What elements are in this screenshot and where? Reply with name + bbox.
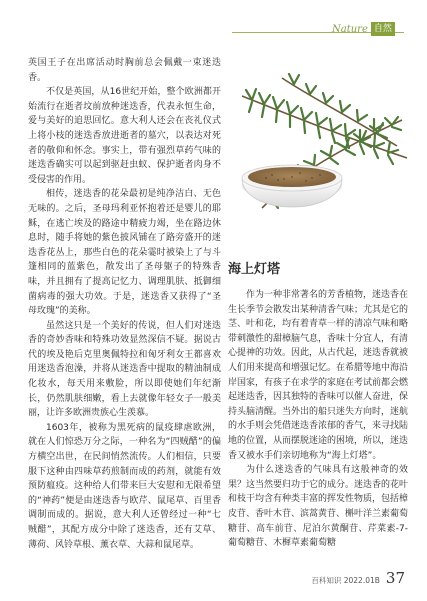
right-column [228,288,408,551]
magazine-issue: 百科知识 2022.01B [311,576,380,585]
section-title: 海上灯塔 [228,262,281,277]
section-header [332,22,395,36]
paragraph: 1603年，被称为黑死病的鼠疫肆虐欧洲，就在人们惊恐万分之际，一种名为“四贼醋”的偏方横空出世，在民间悄然流传。人们相信，只要服下这种由四味草药煎制而成的药剂，就能有效预防瘟疫。这种给人们带来巨大安慰和无限希望的“神药”便是由迷迭香与欧芹、鼠尾草、百里香调制而成的。据说，意大利人还曾经过一种“七贼醋”，其配方成分中除了迷迭香，还有艾草、薄荷、风铃草根、薰衣草、大蒜和鼠尾草。 [28,422,221,550]
paragraph: 不仅是英国，从16世纪开始，整个欧洲都开始流行在逝者坟前放种迷迭香，代表永恒生命，爱与美好的追思回忆。意大利人还会在丧礼仪式上将小枝的迷迭香放进逝者的墓穴，以表达对死者的敬仰和怀念。事实上，带有强烈草药气味的迷迭香确实可以起到驱赶虫蚁、保护逝者肉身不受侵害的作用。 [28,87,221,185]
bowl-of-dried-rosemary [242,165,342,207]
paragraph: 为什么迷迭香的气味具有这般神奇的效果？这当然要归功于它的成分。迷迭香的花叶和枝干均含有种类丰富的挥发性物质，包括樟皮苷、香叶木苷、滨蒿黄苷、槲叶洋兰素葡萄糖苷、高车前苷、尼泊尔黄酮苷、芹菜素-7-葡萄糖苷、木樨草素葡萄糖 [228,465,409,549]
section-label-en: Nature [332,23,368,35]
paragraph: 作为一种非常著名的芳香植物，迷迭香在生长季节会散发出某种清香气味；尤其是它的茎、叶和花，均有着青草一样的清凉气味和略带刺激性的甜樟脑气息，香味十分宜人，有清心提神的功效。因此，从古代起，迷迭香就被人们用来提高和增强记忆。在希腊等地中海沿岸国家，有孩子在求学的家庭在考试前都会燃起迷迭香，因其独特的香味可以催人奋进，保持头脑清醒。当外出的船只迷失方向时，迷航的水手则会凭借迷迭香浓郁的香气，来寻找陆地的位置，从而摆脱迷途的困境，所以，迷迭香又被水手们亲切地称为“海上灯塔”。 [228,290,409,461]
rosemary-illustration [222,58,412,236]
paragraph: 英国王子在出席活动时胸前总会佩戴一束迷迭香。 [28,58,221,83]
left-column [28,56,221,552]
paragraph: 相传，迷迭香的花朵最初是纯净洁白、无色无味的。之后，圣母玛利亚怀抱着还是婴儿的耶稣，在逃亡埃及的路途中精疲力竭，坐在路边休息时，随手将她的紫色披风铺在了路旁盛开的迷迭香花丛上，那些白色的花朵霎时被染上了与斗篷相同的蓝紫色，散发出了圣母躯子的特殊香味，并且拥有了提高记忆力、调理肌肤、抵御细菌病毒的强大功效。于是，迷迭香又获得了“圣母玫瑰”的美称。 [28,189,221,317]
paragraph: 虽然这只是一个美好的传说，但人们对迷迭香的奇妙香味和特殊功效显然深信不疑。据说古代的埃及艳后克里奥佩特拉和匈牙利女王都喜欢用迷迭香泡澡，并将从迷迭香中提取的精油制成化妆水，每天用来敷脸，所以即使她们年纪渐长，仍然肌肤细嫩，看上去就像年轻女子一般美丽，让许多欧洲贵族心生羡慕。 [28,320,221,419]
section-label-zh: 自然 [371,22,395,36]
page-number: 37 [385,569,405,587]
page-footer [311,569,405,587]
